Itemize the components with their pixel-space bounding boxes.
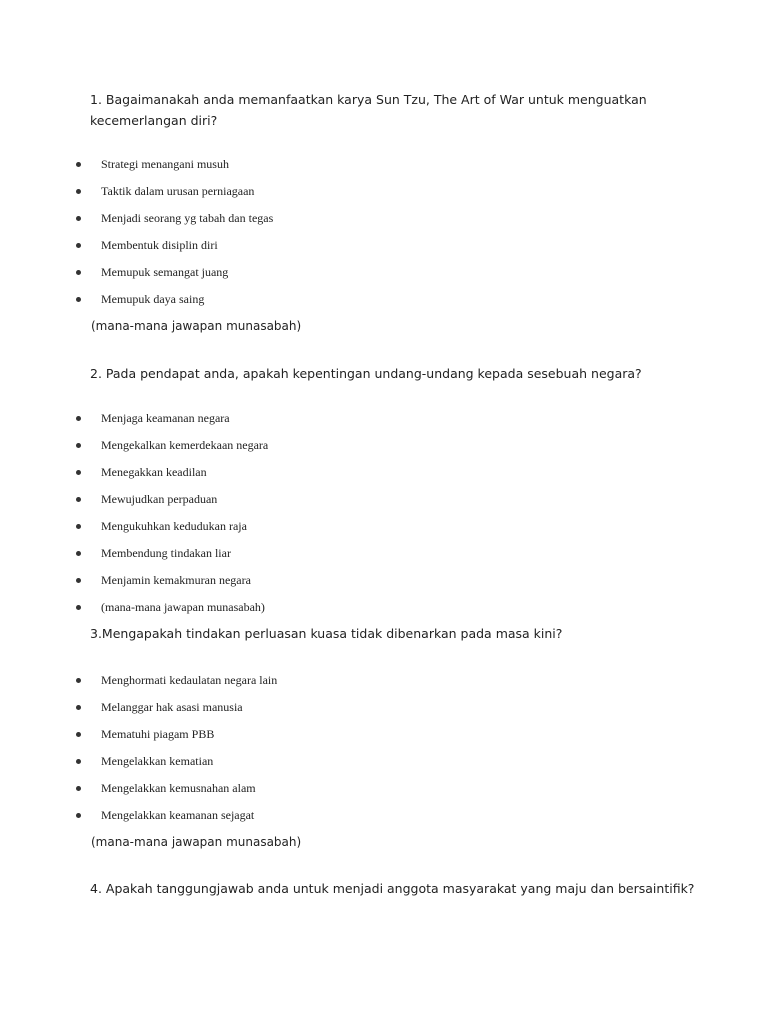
list-item: Memupuk daya saing <box>0 291 768 309</box>
list-item: Mematuhi piagam PBB <box>0 726 768 744</box>
bullet-icon <box>76 786 81 791</box>
bullet-icon <box>76 524 81 529</box>
list-item: Mengelakkan keamanan sejagat <box>0 807 768 825</box>
bullet-icon <box>76 578 81 583</box>
bullet-icon <box>76 243 81 248</box>
list-item: Menegakkan keadilan <box>0 464 768 482</box>
list-item: Menjaga keamanan negara <box>0 410 768 428</box>
question-4-title: 4. Apakah tanggungjawab anda untuk menjadi anggota masyarakat yang maju dan bersaintifik? <box>90 881 695 896</box>
bullet-icon <box>76 759 81 764</box>
list-item: Taktik dalam urusan perniagaan <box>0 183 768 201</box>
list-item: Memupuk semangat juang <box>0 264 768 282</box>
list-item: Mengelakkan kemusnahan alam <box>0 780 768 798</box>
list-item: Mewujudkan perpaduan <box>0 491 768 509</box>
bullet-icon <box>76 732 81 737</box>
question-2-title: 2. Pada pendapat anda, apakah kepentingan undang-undang kepada sesebuah negara? <box>90 366 642 381</box>
list-item: Menjadi seorang yg tabah dan tegas <box>0 210 768 228</box>
bullet-icon <box>76 813 81 818</box>
list-item: Mengelakkan kematian <box>0 753 768 771</box>
bullet-icon <box>76 416 81 421</box>
list-item: Menjamin kemakmuran negara <box>0 572 768 590</box>
list-item: Menghormati kedaulatan negara lain <box>0 672 768 690</box>
question-3-title: 3.Mengapakah tindakan perluasan kuasa tidak dibenarkan pada masa kini? <box>90 626 563 641</box>
bullet-icon <box>76 162 81 167</box>
bullet-icon <box>76 189 81 194</box>
list-item: Melanggar hak asasi manusia <box>0 699 768 717</box>
list-item: Membentuk disiplin diri <box>0 237 768 255</box>
list-item: Mengekalkan kemerdekaan negara <box>0 437 768 455</box>
answer-note: (mana-mana jawapan munasabah) <box>91 319 302 333</box>
bullet-icon <box>76 270 81 275</box>
bullet-icon <box>76 470 81 475</box>
answer-note: (mana-mana jawapan munasabah) <box>91 835 302 849</box>
bullet-icon <box>76 297 81 302</box>
question-1-title: 1. Bagaimanakah anda memanfaatkan karya Sun Tzu, The Art of War untuk menguatkan kecemerlangan diri? <box>90 92 647 128</box>
bullet-icon <box>76 216 81 221</box>
bullet-icon <box>76 443 81 448</box>
list-item: (mana-mana jawapan munasabah) <box>0 599 768 617</box>
bullet-icon <box>76 705 81 710</box>
bullet-icon <box>76 497 81 502</box>
list-item: Strategi menangani musuh <box>0 156 768 174</box>
bullet-icon <box>76 678 81 683</box>
list-item: Mengukuhkan kedudukan raja <box>0 518 768 536</box>
bullet-icon <box>76 605 81 610</box>
list-item: Membendung tindakan liar <box>0 545 768 563</box>
bullet-icon <box>76 551 81 556</box>
